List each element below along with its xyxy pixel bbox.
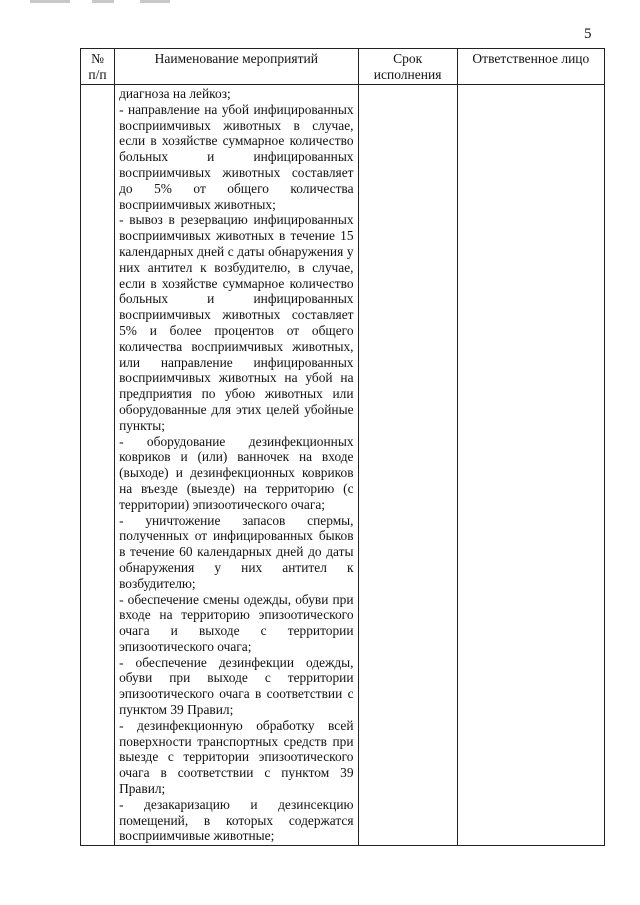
header-number-line1: №: [91, 51, 104, 66]
measure-paragraph: - дезинфекционную обработку всей поверхности транспортных средств при выезде с территории эпизоотического очага в соответствии с пунктом 39 Правил;: [119, 717, 354, 797]
header-deadline-line2: исполнения: [373, 67, 442, 82]
header-responsible: Ответственное лицо: [457, 49, 604, 85]
cell-measures: [115, 85, 358, 846]
measure-paragraph: - вывоз в резервацию инфицированных восприимчивых животных в течение 15 календарных дней с даты обнаружения у них антител к возбудителю, в случае, если в хозяйстве суммарное количество больных и инфицированных восприимчивых животных составляет 5% и более процентов от общего количества восприимчивых животных, или направление инфицированных восприимчивых животных на убой на предприятия по убою животных или оборудованные для этих целей убойные пункты;: [119, 212, 354, 433]
header-number-line2: п/п: [88, 67, 107, 82]
table-row: [81, 85, 605, 846]
table-header-row: [81, 49, 605, 85]
measure-paragraph: - обеспечение дезинфекции одежды, обуви при выходе с территории эпизоотического очага в соответствии с пунктом 39 Правил;: [119, 654, 354, 718]
header-deadline-line1: Срок: [393, 51, 423, 66]
measure-paragraph: - оборудование дезинфекционных ковриков и (или) ванночек на входе (выходе) и дезинфекционных ковриков на въезде (выезде) на территорию (с территории) эпизоотического очага;: [119, 433, 354, 512]
cell-responsible: [457, 85, 604, 846]
measures-table: [80, 48, 605, 846]
header-number: [81, 49, 115, 85]
measure-paragraph: - уничтожение запасов спермы, полученных от инфицированных быков в течение 60 календарных дней до даты обнаружения у них антител к возбудителю;: [119, 512, 354, 591]
measure-paragraph: - дезакаризацию и дезинсекцию помещений, в которых содержатся восприимчивые животные;: [119, 796, 354, 844]
scan-artifact: [0, 0, 180, 6]
cell-deadline: [358, 85, 457, 846]
measure-paragraph: - обеспечение смены одежды, обуви при входе на территорию эпизоотического очага и выходе с территории эпизоотического очага;: [119, 591, 354, 654]
measure-paragraph: диагноза на лейкоз;: [119, 86, 231, 101]
header-name: Наименование мероприятий: [115, 49, 358, 85]
header-deadline: [358, 49, 457, 85]
page-number: 5: [584, 26, 592, 42]
cell-number: [81, 85, 115, 846]
measure-paragraph: - направление на убой инфицированных восприимчивых животных в случае, если в хозяйстве суммарное количество больных и инфицированных восприимчивых животных составляет до 5% от общего количества восприимчивых животных;: [119, 101, 354, 212]
